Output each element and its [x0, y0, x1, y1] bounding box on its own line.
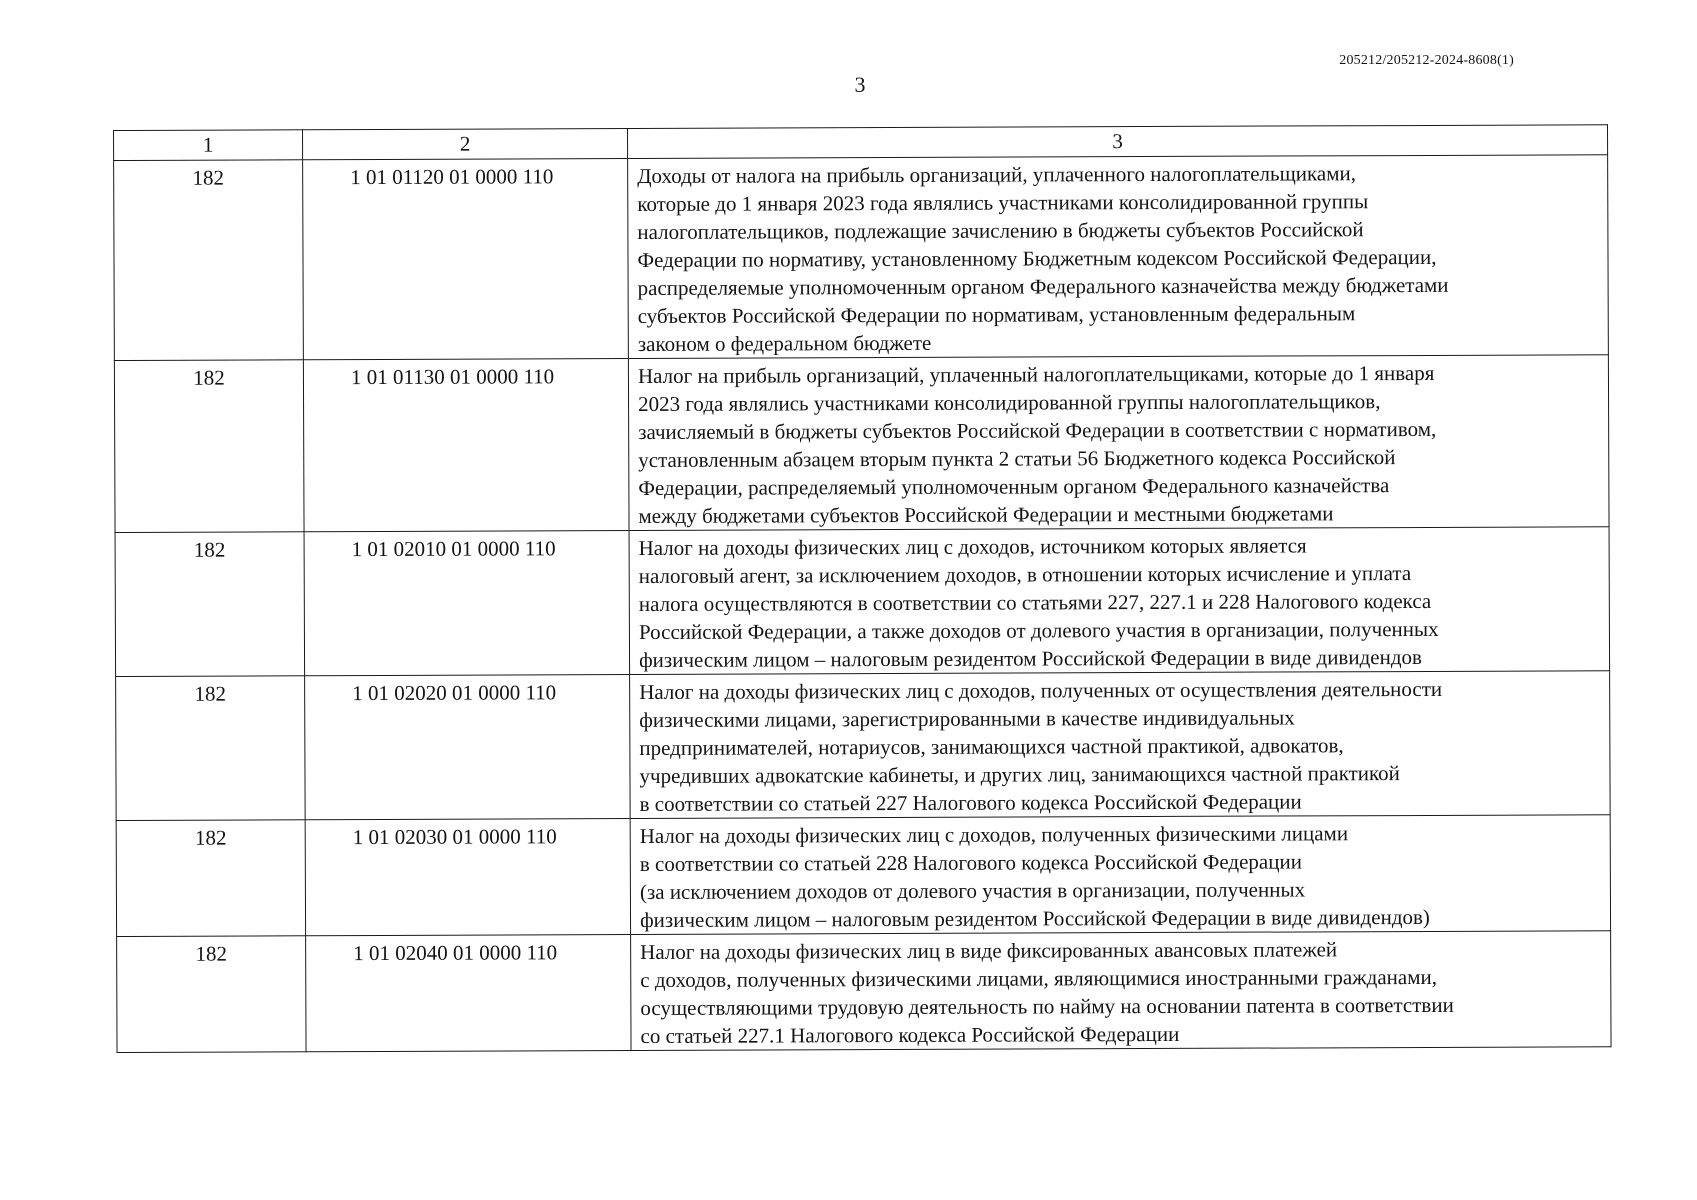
kbk-code-cell: 1 01 01120 01 0000 110: [303, 159, 629, 360]
admin-code-cell: 182: [116, 676, 306, 821]
table-row: [116, 671, 1611, 821]
kbk-code-cell: 1 01 02020 01 0000 110: [305, 675, 631, 820]
table-row: [116, 815, 1610, 937]
admin-code-cell: 182: [114, 360, 304, 533]
table-row: [114, 155, 1609, 361]
column-header-3: 3: [627, 125, 1607, 159]
table-row: [117, 931, 1611, 1053]
kbk-code-cell: 1 01 02010 01 0000 110: [304, 531, 630, 676]
column-header-2: 2: [303, 129, 628, 160]
kbk-code-cell: 1 01 02040 01 0000 110: [306, 935, 631, 1052]
page-number: 3: [854, 72, 866, 97]
admin-code-cell: 182: [116, 820, 305, 937]
admin-code-cell: 182: [117, 936, 306, 1053]
budget-classification-table: [113, 124, 1612, 1053]
description-cell: Налог на прибыль организаций, уплаченный налогоплательщиками, которые до 1 января 2023 года являлись участниками консолидированной группы налогоплательщиков, зачисляемый в бюджеты субъектов Российской Федерации в соответствии с нормативом, установленным абзацем вторым пункта 2 статьи 56 Бюджетного кодекса Российской Федерации, распределяемый уполномоченным органом Федерального казначейства между бюджетами субъектов Российской Федерации и местными бюджетами: [628, 355, 1609, 531]
column-header-1: 1: [114, 130, 303, 161]
description-cell: Налог на доходы физических лиц с доходов, полученных от осуществления деятельности физическими лицами, зарегистрированными в качестве индивидуальных предпринимателей, нотариусов, занимающихся частной практикой, адвокатов, учредивших адвокатские кабинеты, и других лиц, занимающихся частной практикой в соответствии со статьей 227 Налогового кодекса Российской Федерации: [630, 671, 1611, 819]
kbk-code-cell: 1 01 01130 01 0000 110: [303, 359, 629, 532]
description-cell: Налог на доходы физических лиц в виде фиксированных авансовых платежей с доходов, полученных физическими лицами, являющимися иностранными гражданами, осуществляющими трудовую деятельность по найму на основании патента в соответствии со статьей 227.1 Налогового кодекса Российской Федерации: [631, 931, 1611, 1051]
description-cell: Доходы от налога на прибыль организаций, уплаченного налогоплательщиками, которые до 1 января 2023 года являлись участниками консолидированной группы налогоплательщиков, подлежащие зачислению в бюджеты субъектов Российской Федерации по нормативу, установленному Бюджетным кодексом Российской Федерации, распределяемые уполномоченным органом Федерального казначейства между бюджетами субъектов Российской Федерации по нормативам, установленным федеральным законом о федеральном бюджете: [628, 155, 1609, 359]
table-row: [115, 527, 1610, 677]
description-cell: Налог на доходы физических лиц с доходов, полученных физическими лицами в соответствии со статьей 228 Налогового кодекса Российской Федерации (за исключением доходов от долевого участия в организации, полученных физическим лицом – налоговым резидентом Российской Федерации в виде дивидендов): [630, 815, 1610, 935]
admin-code-cell: 182: [115, 532, 305, 677]
admin-code-cell: 182: [114, 160, 304, 361]
kbk-code-cell: 1 01 02030 01 0000 110: [305, 819, 630, 936]
description-cell: Налог на доходы физических лиц с доходов, источником которых является налоговый агент, за исключением доходов, в отношении которых исчисление и уплата налога осуществляются в соответствии со статьями 227, 227.1 и 228 Налогового кодекса Российской Федерации, а также доходов от долевого участия в организации, полученных физическим лицом – налоговым резидентом Российской Федерации в виде дивидендов: [629, 527, 1610, 675]
document-id: 205212/205212-2024-8608(1): [1339, 53, 1514, 68]
table-row: [114, 355, 1609, 533]
